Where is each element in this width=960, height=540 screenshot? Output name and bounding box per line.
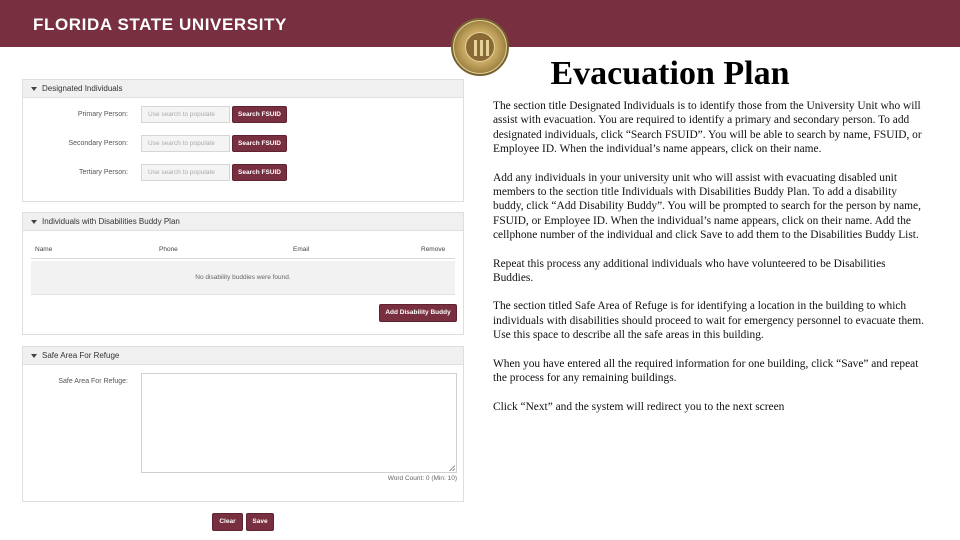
- caret-down-icon: [31, 87, 37, 91]
- slide-title: Evacuation Plan: [550, 55, 790, 92]
- add-disability-buddy-button[interactable]: Add Disability Buddy: [379, 304, 457, 322]
- save-button[interactable]: Save: [246, 513, 274, 531]
- tertiary-person-input[interactable]: Use search to populate: [141, 164, 230, 181]
- column-phone[interactable]: Phone: [159, 246, 178, 253]
- safe-area-panel: [22, 346, 464, 502]
- column-remove[interactable]: Remove: [421, 246, 446, 253]
- instruction-paragraph: Add any individuals in your university unit who will assist with evacuating disabled unit members to the section title Individuals with Disabilities Buddy Plan. To add a disability buddy, click “Add Disability Buddy”. You will be prompted to search for the person by name, FSUID, or Employee ID. When the individual’s name appears, click on their name. Add the cellphone number of the individual and click Save to add them to the Disabilities Buddy List.: [493, 171, 921, 242]
- buddy-plan-header[interactable]: Individuals with Disabilities Buddy Plan: [23, 213, 463, 231]
- column-email[interactable]: Email: [293, 246, 310, 253]
- safe-area-textarea[interactable]: [141, 373, 457, 473]
- instruction-paragraph: The section titled Safe Area of Refuge is for identifying a location in the building to which individuals with disabilities should proceed to wait for emergency personnel to evacuate them. Use this space to describe all the safe areas in this building.: [493, 300, 924, 342]
- designated-individuals-panel: [22, 79, 464, 202]
- designated-individuals-header[interactable]: Designated Individuals: [23, 80, 463, 98]
- instruction-paragraph: When you have entered all the required information for one building, click “Save” and repeat the process for any remaining buildings.: [493, 357, 919, 385]
- column-name[interactable]: Name: [35, 246, 53, 253]
- banner-title: FLORIDA STATE UNIVERSITY: [33, 15, 287, 34]
- buddy-plan-panel: [22, 212, 464, 335]
- empty-buddy-message: No disability buddies were found.: [31, 261, 455, 295]
- secondary-search-fsuid-button[interactable]: Search FSUID: [232, 135, 287, 152]
- buddy-table-header: [31, 241, 455, 259]
- secondary-person-input[interactable]: Use search to populate: [141, 135, 230, 152]
- safe-area-label: Safe Area For Refuge:: [58, 378, 128, 385]
- primary-search-fsuid-button[interactable]: Search FSUID: [232, 106, 287, 123]
- clear-button[interactable]: Clear: [212, 513, 243, 531]
- instructions-text: [493, 99, 925, 428]
- instruction-paragraph: Click “Next” and the system will redirect you to the next screen: [493, 400, 785, 413]
- instruction-paragraph: The section title Designated Individuals is to identify those from the University Unit who will assist with evacuation. You are required to identify a primary and secondary person. To add designated individuals, click “Search FSUID”. You will be able to search by name, FSUID, or Employee ID. When the individual’s name appears, click on their name.: [493, 100, 922, 156]
- primary-person-input[interactable]: Use search to populate: [141, 106, 230, 123]
- resize-grip-icon[interactable]: [449, 465, 455, 471]
- caret-down-icon: [31, 354, 37, 358]
- safe-area-header[interactable]: Safe Area For Refuge: [23, 347, 463, 365]
- caret-down-icon: [31, 220, 37, 224]
- secondary-person-label: Secondary Person:: [68, 140, 128, 147]
- word-count: Word Count: 0 (Min: 10): [387, 475, 457, 482]
- primary-person-label: Primary Person:: [77, 111, 128, 118]
- instruction-paragraph: Repeat this process any additional individuals who have volunteered to be Disabilities Buddies.: [493, 257, 886, 285]
- tertiary-person-label: Tertiary Person:: [78, 169, 128, 176]
- tertiary-search-fsuid-button[interactable]: Search FSUID: [232, 164, 287, 181]
